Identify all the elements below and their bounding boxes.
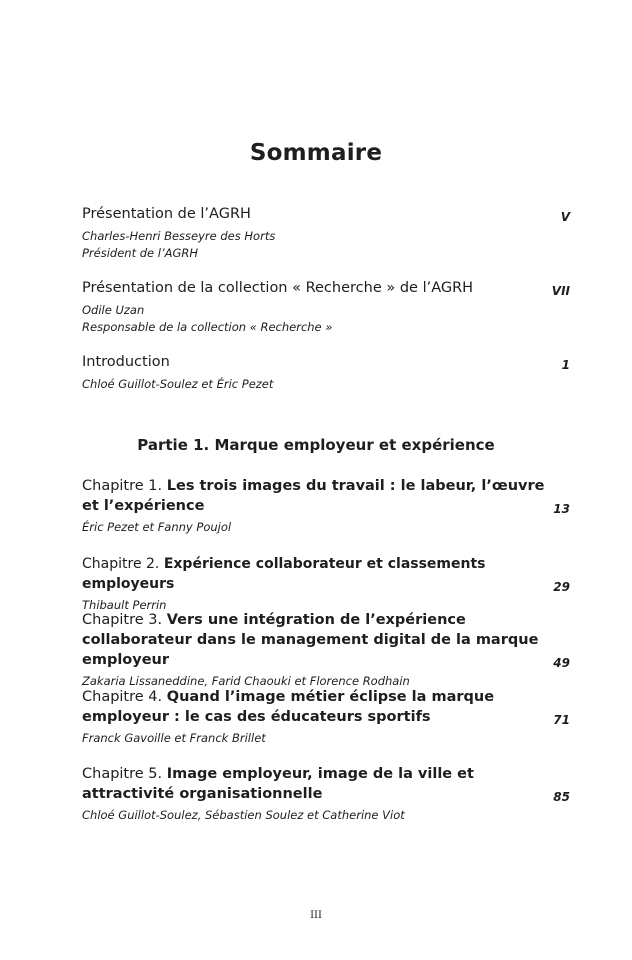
toc-chapter-2[interactable] bbox=[82, 554, 570, 614]
chapter-title: Les trois images du travail : le labeur, l’œuvre et l’expérience bbox=[82, 478, 545, 514]
entry-title: Introduction bbox=[82, 354, 170, 370]
toc-entry-agrh[interactable] bbox=[82, 204, 570, 262]
chapter-label: Chapitre 1. bbox=[82, 478, 163, 494]
entry-title: Présentation de l’AGRH bbox=[82, 206, 251, 222]
entry-role: Président de l’AGRH bbox=[82, 246, 199, 260]
page-title: Sommaire bbox=[249, 140, 383, 166]
page-number: 13 bbox=[553, 502, 570, 516]
part-title: Partie 1. Marque employeur et expérience bbox=[137, 436, 495, 454]
chapter-label: Chapitre 5. bbox=[82, 766, 163, 782]
entry-title: Présentation de la collection « Recherche » de l’AGRH bbox=[82, 280, 474, 296]
toc-chapter-3[interactable] bbox=[82, 610, 570, 690]
toc-chapter-4[interactable] bbox=[82, 687, 570, 747]
chapter-title: Quand l’image métier éclipse la marque employeur : le cas des éducateurs sportifs bbox=[82, 689, 495, 725]
chapter-authors: Franck Gavoille et Franck Brillet bbox=[82, 731, 266, 745]
entry-author: Chloé Guillot-Soulez et Éric Pezet bbox=[82, 377, 274, 391]
toc-chapter-5[interactable] bbox=[82, 764, 570, 824]
toc-chapter-1[interactable] bbox=[82, 476, 570, 536]
toc-entry-collection[interactable] bbox=[82, 278, 570, 336]
entry-author: Charles-Henri Besseyre des Horts bbox=[82, 229, 276, 243]
chapter-authors: Zakaria Lissaneddine, Farid Chaouki et Florence Rodhain bbox=[82, 674, 410, 688]
page-number: 29 bbox=[553, 580, 570, 594]
entry-role: Responsable de la collection « Recherche » bbox=[82, 320, 333, 334]
page-number: 49 bbox=[553, 656, 570, 670]
toc-entry-introduction[interactable] bbox=[82, 352, 570, 393]
chapter-label: Chapitre 2. bbox=[82, 556, 160, 572]
page-number: VII bbox=[551, 284, 570, 298]
chapter-title: Vers une intégration de l’expérience collaborateur dans le management digital de la marque employeur bbox=[82, 612, 539, 668]
chapter-label: Chapitre 4. bbox=[82, 689, 163, 705]
chapter-authors: Éric Pezet et Fanny Poujol bbox=[82, 520, 232, 534]
page-number: 1 bbox=[561, 358, 570, 372]
chapter-authors: Chloé Guillot-Soulez, Sébastien Soulez et Catherine Viot bbox=[82, 808, 405, 822]
page-number: 71 bbox=[553, 713, 570, 727]
chapter-title: Expérience collaborateur et classements employeurs bbox=[82, 556, 486, 592]
chapter-label: Chapitre 3. bbox=[82, 612, 163, 628]
folio-page-number: III bbox=[310, 910, 322, 921]
chapter-title: Image employeur, image de la ville et attractivité organisationnelle bbox=[82, 766, 474, 802]
page-number: 85 bbox=[553, 790, 570, 804]
entry-author: Odile Uzan bbox=[82, 303, 145, 317]
page-number: V bbox=[560, 210, 570, 224]
chapter-authors: Thibault Perrin bbox=[82, 598, 167, 612]
